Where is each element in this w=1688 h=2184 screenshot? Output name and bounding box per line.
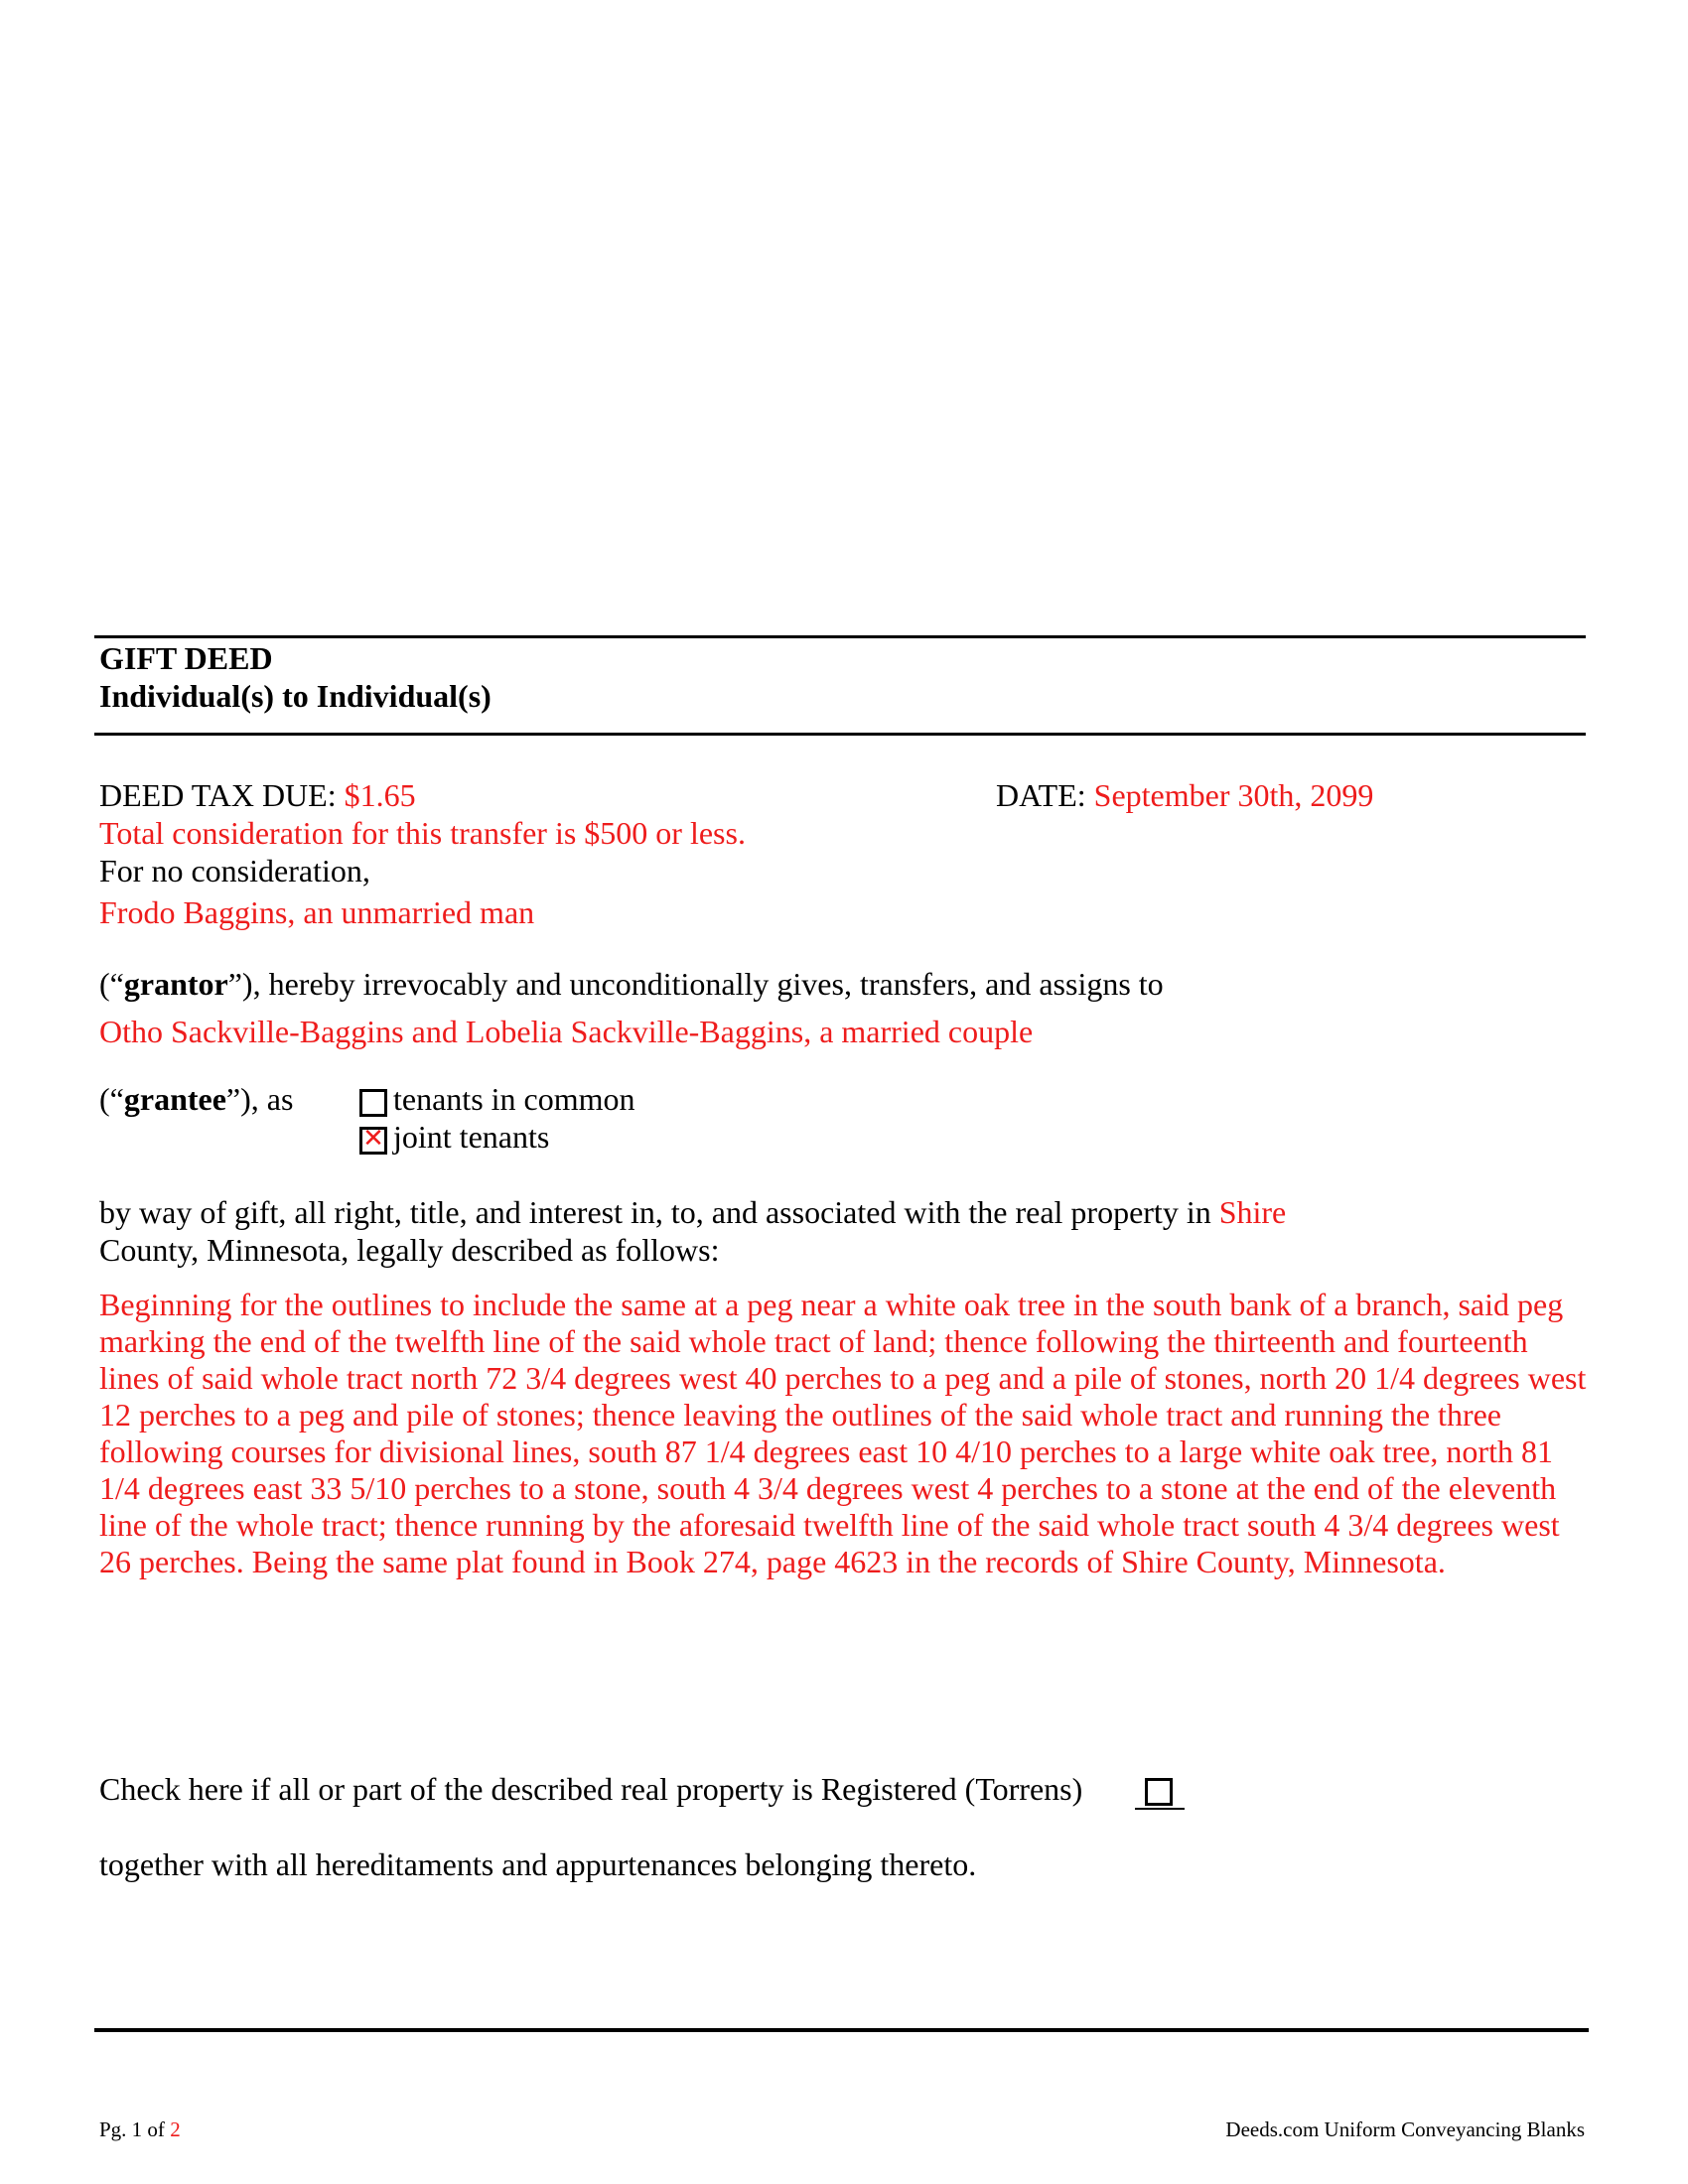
grantor-open-quote: (“ [99,966,124,1002]
joint-tenants-checkbox[interactable] [359,1124,387,1155]
footer-brand: Deeds.com Uniform Conveyancing Blanks [1225,2117,1585,2141]
grantee-open-quote: (“ [99,1081,124,1117]
grantor-clause-text: , hereby irrevocably and unconditionally gives, transfers, and assigns to [252,966,1164,1002]
torrens-underline [1135,1808,1185,1810]
torrens-label: Check here if all or part of the described real property is Registered (Torrens) [99,1771,1083,1807]
consideration-text: For no consideration, [99,853,370,888]
grantee-clause [99,1081,293,1118]
header-bottom-rule [94,733,1586,736]
county-name[interactable]: Shire [1218,1194,1287,1230]
grantee-as-text: , as [250,1081,294,1117]
legal-description[interactable]: Beginning for the outlines to include the same at a peg near a white oak tree in the south bank of a branch, said peg marking the end of the twelfth line of the said whole tract of land; thence following the thirteenth and fourteenth lines of said whole tract north 72 3/4 degrees west 40 perches to a peg and a pile of stones, north 20 1/4 degrees west 12 perches to a peg and pile of stones; thence leaving the outlines of the said whole tract and running the three following courses for divisional lines, south 87 1/4 degrees east 10 4/10 perches to a large white oak tree, north 81 1/4 degrees east 33 5/10 perches to a stone, south 4 3/4 degrees west 4 perches to a stone at the end of the eleventh line of the whole tract; thence running by the aforesaid twelfth line of the said whole tract south 4 3/4 degrees west 26 perches. Being the same plat found in Book 274, page 4623 in the records of Shire County, Minnesota. [99,1287,1587,1579]
grantee-term: grantee [123,1081,226,1117]
deed-subtitle: Individual(s) to Individual(s) [99,678,492,714]
property-intro-text: by way of gift, all right, title, and interest in, to, and associated with the real property in [99,1194,1219,1230]
joint-tenants-label: joint tenants [393,1119,550,1155]
checked-x-icon: ✕ [362,1124,384,1154]
deed-tax-amount[interactable]: $1.65 [344,777,416,813]
grantee-name[interactable]: Otho Sackville-Baggins and Lobelia Sackville-Baggins, a married couple [99,1014,1034,1049]
date-line [996,777,1373,814]
page-number [99,2117,181,2142]
date-value[interactable]: September 30th, 2099 [1093,777,1374,813]
page-total: 2 [170,2117,181,2141]
deed-tax-line [99,777,416,814]
property-state-line: County, Minnesota, legally described as follows: [99,1232,720,1268]
grantor-name[interactable]: Frodo Baggins, an unmarried man [99,894,535,930]
footer-rule [94,2028,1589,2032]
grantor-clause [99,966,1164,1003]
torrens-checkbox[interactable] [1145,1778,1173,1806]
grantor-term: grantor [123,966,228,1002]
consideration-note[interactable]: Total consideration for this transfer is $500 or less. [99,815,746,851]
deed-title: GIFT DEED [99,640,273,676]
hereditaments-text: together with all hereditaments and appurtenances belonging thereto. [99,1846,977,1882]
page-number-label: Pg. 1 of [99,2117,171,2141]
header-top-rule [94,635,1586,638]
tenants-in-common-label: tenants in common [393,1081,635,1117]
property-intro [99,1194,1286,1231]
deed-tax-label: DEED TAX DUE: [99,777,345,813]
tenants-in-common-checkbox[interactable] [359,1089,387,1117]
date-label: DATE: [996,777,1094,813]
grantor-close-quote: ”) [227,966,253,1002]
grantee-close-quote: ”) [225,1081,251,1117]
